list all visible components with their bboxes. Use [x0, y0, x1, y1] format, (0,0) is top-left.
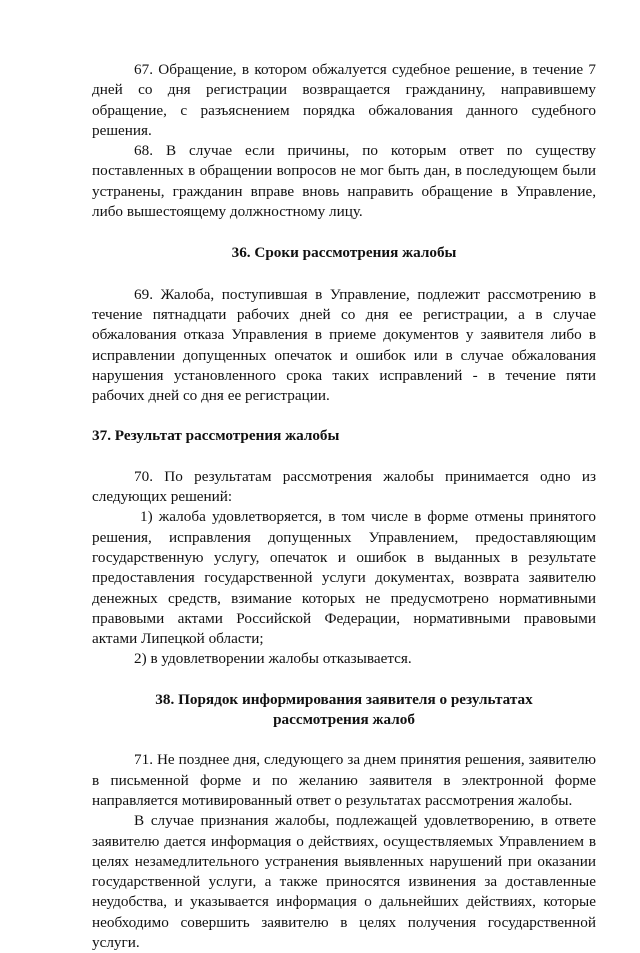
- paragraph-70-item-1: 1) жалоба удовлетворяется, в том числе в форме отмены принятого решения, исправления допущенных Управлением, предоставляющим государственную услугу, опечаток и ошибок в выданных в результате предоставления государственной услуги документах, возврата заявителю денежных средств, взимание которых не предусмотрено нормативными правовыми актами Российской Федерации, нормативными правовыми актами Липецкой области;: [92, 508, 596, 648]
- spacer: [92, 406, 596, 426]
- section-heading-37: 37. Результат рассмотрения жалобы: [92, 427, 340, 445]
- paragraph-70: 70. По результатам рассмотрения жалобы принимается одно из следующих решений:: [92, 467, 596, 506]
- paragraph-71-part-2: В случае признания жалобы, подлежащей удовлетворению, в ответе заявителю дается информация о действиях, осуществляемых Управлением в целях незамедлительного устранения выявленных нарушений при оказании государственной услуги, а также приносятся извинения за доставленные неудобства, и указывается информация о дальнейших действиях, которые необходимо совершить заявителю в целях получения государственной услуги.: [92, 812, 596, 951]
- paragraph-70-item-2: 2) в удовлетворении жалобы отказывается.: [134, 650, 412, 668]
- spacer: [92, 670, 596, 690]
- paragraph-69: 69. Жалоба, поступившая в Управление, подлежит рассмотрению в течение пятнадцати рабочих дней со дня ее регистрации, а в случае обжалования отказа Управления в приеме документов у заявителя либо в исправлении допущенных опечаток и ошибок или в случае обжалования нарушения установленного срока таких исправлений - в течение пяти рабочих дней со дня ее регистрации.: [92, 285, 596, 405]
- paragraph-67: 67. Обращение, в котором обжалуется судебное решение, в течение 7 дней со дня регистрации возвращается гражданину, направившему обращение, с разъяснением порядка обжалования данного судебного решения.: [92, 61, 596, 139]
- paragraph-68: 68. В случае если причины, по которым ответ по существу поставленных в обращении вопросов не мог быть дан, в последующем были устранены, гражданин вправе вновь направить обращение в Управление, либо вышестоящему должностному лицу.: [92, 142, 596, 221]
- spacer: [92, 447, 596, 467]
- section-heading-38-line-1: 38. Порядок информирования заявителя о результатах: [155, 690, 533, 708]
- spacer: [92, 730, 596, 750]
- spacer: [92, 222, 596, 243]
- spacer: [92, 264, 596, 285]
- document-page: [92, 60, 596, 953]
- section-heading-36: 36. Сроки рассмотрения жалобы: [231, 244, 457, 262]
- section-heading-38-line-2: рассмотрения жалоб: [273, 711, 415, 729]
- paragraph-71: 71. Не позднее дня, следующего за днем принятия решения, заявителю в письменной форме и по желанию заявителя в электронной форме направляется мотивированный ответ о результатах рассмотрения жалобы.: [92, 751, 596, 809]
